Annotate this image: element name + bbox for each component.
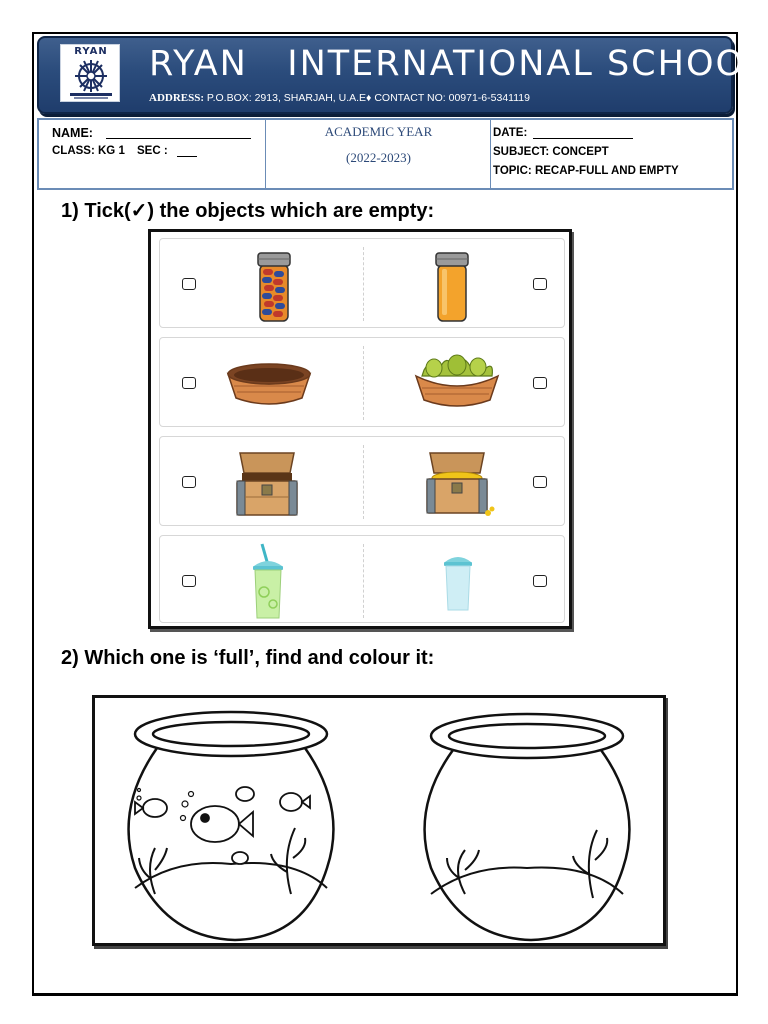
empty-pill-jar-icon (434, 247, 470, 323)
checkbox-empty-chest[interactable] (182, 476, 196, 488)
date-blank-line (533, 138, 633, 139)
checkbox-empty-pill-jar[interactable] (533, 278, 547, 290)
items-row-cups (159, 535, 565, 623)
full-pill-jar-icon (256, 247, 292, 323)
address-line (149, 92, 530, 104)
fishbowl-with-fish-icon (129, 712, 334, 940)
checkbox-full-pill-jar[interactable] (182, 278, 196, 290)
checkbox-full-chest[interactable] (533, 476, 547, 488)
address-label: ADDRESS: (149, 92, 205, 104)
class-label: CLASS: KG 1 (52, 145, 125, 157)
row-divider (363, 445, 364, 519)
row-divider (363, 346, 364, 420)
tick-items-grid (148, 229, 572, 629)
name-class-cell (39, 120, 266, 188)
empty-basket-icon (224, 360, 314, 408)
full-treasure-chest-icon (422, 447, 496, 519)
academic-year-cell (266, 120, 491, 188)
topic-label: TOPIC: RECAP-FULL AND EMPTY (493, 165, 679, 177)
name-label: NAME: (52, 126, 93, 140)
school-logo (60, 44, 120, 102)
checkbox-empty-basket[interactable] (182, 377, 196, 389)
name-blank-line (106, 138, 251, 139)
question-1-text: 1) Tick(✓) the objects which are empty: (61, 200, 435, 222)
school-header-banner (37, 36, 767, 114)
address-value: P.O.BOX: 2913, SHARJAH, U.A.E♦ CONTACT NO: 00971-6-5341119 (204, 92, 530, 104)
date-label: DATE: (493, 127, 528, 139)
checkbox-full-basket[interactable] (533, 377, 547, 389)
academic-year-value: (2022-2023) (346, 150, 411, 165)
sec-label: SEC : (137, 145, 168, 157)
items-row-baskets (159, 337, 565, 427)
empty-drink-cup-icon (442, 552, 474, 612)
academic-year-label: ACADEMIC YEAR (324, 124, 433, 139)
items-row-jars (159, 238, 565, 328)
checkbox-empty-cup[interactable] (533, 575, 547, 587)
row-divider (363, 247, 364, 321)
fishbowl-colouring-box (92, 695, 666, 946)
school-crest-icon (66, 58, 116, 100)
sec-blank-line (177, 156, 197, 157)
logo-text: RYAN (74, 46, 108, 57)
items-row-chests (159, 436, 565, 526)
school-name: RYAN INTERNATIONAL SCHOOL (149, 44, 767, 84)
row-divider (363, 544, 364, 618)
full-drink-cup-icon (248, 542, 288, 622)
empty-treasure-chest-icon (232, 447, 302, 519)
student-info-table (37, 118, 734, 190)
full-basket-pears-icon (412, 348, 502, 410)
date-subject-cell (491, 120, 732, 188)
question-2-text: 2) Which one is ‘full’, find and colour it: (61, 647, 435, 669)
checkbox-full-cup[interactable] (182, 575, 196, 587)
subject-label: SUBJECT: CONCEPT (493, 146, 609, 158)
empty-fishbowl-icon (425, 714, 630, 940)
fishbowls-drawing (95, 698, 663, 943)
